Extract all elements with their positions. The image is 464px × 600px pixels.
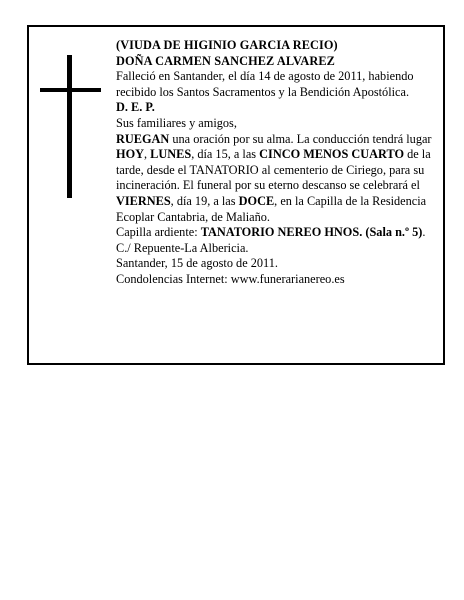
notice-text — [116, 38, 434, 288]
family-line: Sus familiares y amigos, — [116, 115, 237, 130]
condolences-line: Condolencias Internet: www.funerarianereo.es — [116, 271, 345, 286]
ceremony-text-4: de la tarde, desde el TANATORIO al cementerio de Ciriego, para su incineración. El funeral por su eterno descanso se celebrará el — [116, 147, 431, 193]
ceremony-text-2: , — [144, 147, 151, 162]
ruegan-text: RUEGAN — [116, 131, 170, 146]
cross-vertical-bar — [67, 55, 72, 198]
hoy-text: HOY — [116, 147, 145, 162]
ceremony-text-5: , día 19, a las — [170, 193, 239, 208]
date-line: Santander, 15 de agosto de 2011. — [116, 256, 278, 271]
chapel-paragraph — [116, 225, 434, 256]
cross-horizontal-bar — [40, 88, 101, 92]
funeral-home-address: . C./ Repuente-La Albericia. — [116, 225, 426, 255]
ceremony-paragraph — [116, 132, 434, 226]
viernes-text: VIERNES — [116, 193, 171, 208]
death-announcement: Falleció en Santander, el día 14 de agosto de 2011, habiendo recibido los Santos Sacramentos y la Bendición Apostólica. — [116, 69, 414, 99]
ceremony-text-6: , en la Capilla de la Residencia Ecoplar Cantabria, de Maliaño. — [116, 193, 427, 224]
obituary-notice — [27, 25, 445, 365]
chapel-prefix: Capilla ardiente: — [116, 225, 201, 240]
dep-line: D. E. P. — [116, 100, 155, 115]
funeral-home-name: TANATORIO NEREO HNOS. — [200, 225, 363, 240]
ceremony-text-1: una oración por su alma. La conducción tendrá lugar — [169, 131, 432, 146]
room-number: (Sala n.º 5) — [365, 225, 423, 240]
ceremony-text-3: , día 15, a las — [191, 147, 260, 162]
widow-line: (VIUDA DE HIGINIO GARCIA RECIO) — [116, 38, 338, 52]
time-text: CINCO MENOS CUARTO — [259, 147, 405, 162]
lunes-text: LUNES — [150, 147, 192, 162]
deceased-name: DOÑA CARMEN SANCHEZ ALVAREZ — [116, 53, 335, 68]
doce-text: DOCE — [238, 193, 275, 208]
